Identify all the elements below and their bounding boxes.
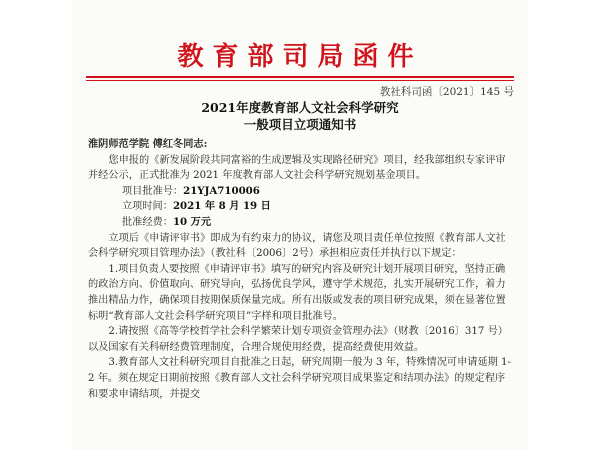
letterhead-title: 教育部司局函件 [177, 42, 423, 72]
rule-item-1: 1.项目负责人要按照《申请评审书》填写的研究内容及研究计划开展项目研究，坚持正确的政治方向、价值取向、研究导向，弘扬优良学风，遵守学术规范，扎实开展研究工作，着力推出精品力作，确保项目按期保质保量完成。所有出版或发表的项目研究成果，须在显著位置标明“教育部人文社会科学研究项目”字样和项目批准号。 [88, 263, 506, 322]
notice-title-line1: 2021年度教育部人文社会科学研究 [201, 100, 399, 115]
funding-row [88, 215, 514, 231]
rule-item-3: 3.教育部人文社科研究项目自批准之日起，研究周期一般为 3 年，特殊情况可申请延期 1-2 年。须在规定日期前按照《教育部人文社会科学研究项目成果鉴定和结项办法》的规定程序和要求申请结项，并提交 [88, 357, 511, 400]
document-page [72, 0, 528, 450]
notice-title-line2: 一般项目立项通知书 [243, 117, 357, 132]
project-number-value: 21YJA710006 [183, 184, 260, 197]
intro-paragraph: 您申报的《新发展阶段共同富裕的生成逻辑及实现路径研究》项目，经我部组织专家评审并经公示，正式批准为 2021 年度教育部人文社会科学研究规划基金项目。 [88, 154, 506, 182]
funding-label: 批准经费： [122, 216, 173, 228]
agreement-paragraph: 立项后《申请评审书》即成为有约束力的协议，请您及项目责任单位按照《教育部人文社会科学研究项目管理办法》（教社科〔2006〕2号）承担相应责任并执行以下规定： [88, 232, 506, 260]
rule-item-2: 2.请按照《高等学校哲学社会科学繁荣计划专项资金管理办法》（财教〔2016〕317 号）以及国家有关科研经费管理制度，合理合规使用经费，提高经费使用效益。 [88, 326, 508, 353]
approve-time-row [88, 199, 514, 215]
letterhead-rule-thin [86, 80, 514, 81]
funding-value: 10 万元 [172, 215, 212, 228]
document-number: 教社科司函〔2021〕145 号 [379, 86, 514, 98]
project-number-row [88, 184, 514, 200]
letter-body [88, 137, 514, 402]
letterhead-rule [86, 76, 514, 78]
approve-time-value: 2021 年 8 月 19 日 [172, 200, 271, 213]
approve-time-label: 立项时间： [122, 201, 173, 213]
project-number-label: 项目批准号： [122, 185, 184, 197]
salutation: 淮阴师范学院 傅红冬同志: [88, 138, 208, 150]
